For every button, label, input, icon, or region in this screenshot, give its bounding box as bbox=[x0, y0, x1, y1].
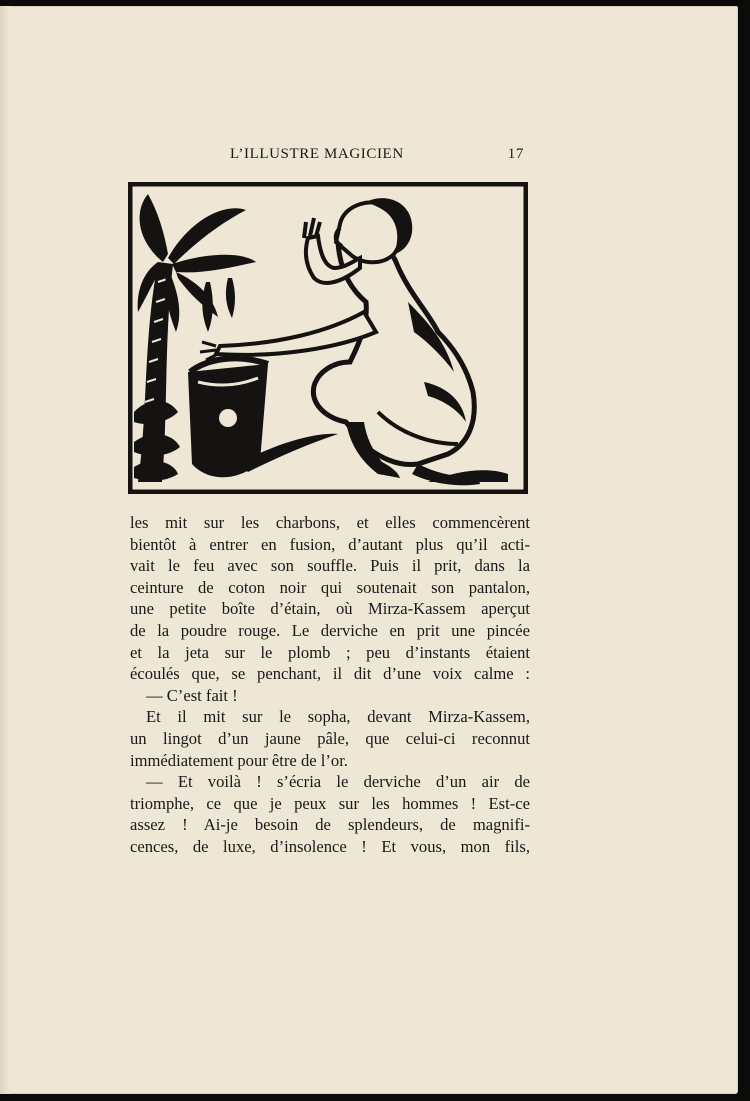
text-line: les mit sur les charbons, et elles commencèrent bbox=[130, 513, 530, 532]
text-line: et la jeta sur le plomb ; peu d’instants étaient bbox=[130, 642, 530, 662]
text-line: cences, de luxe, d’insolence ! Et vous, mon fils, bbox=[130, 836, 530, 856]
text-line: immédiatement pour être de l’or. bbox=[130, 750, 348, 770]
text-line: de la poudre rouge. Le derviche en prit une pincée bbox=[130, 620, 530, 640]
text-line: écoulés que, se penchant, il dit d’une voix calme : bbox=[130, 664, 530, 684]
text-line: — C’est fait ! bbox=[146, 685, 238, 705]
text-line: triomphe, ce que je peux sur les hommes ! Est-ce bbox=[130, 793, 530, 813]
text-line: assez ! Ai-je besoin de splendeurs, de magnifi- bbox=[130, 815, 530, 835]
running-head-title: L’ILLUSTRE MAGICIEN bbox=[230, 146, 404, 162]
text-line: Et il mit sur le sopha, devant Mirza-Kassem, bbox=[146, 707, 530, 727]
book-page bbox=[0, 6, 738, 1094]
text-line: bientôt à entrer en fusion, d’autant plus qu’il acti- bbox=[130, 534, 530, 554]
text-line: un lingot d’un jaune pâle, que celui-ci reconnut bbox=[130, 728, 530, 748]
text-line: vait le feu avec son souffle. Puis il prit, dans la bbox=[130, 556, 530, 576]
page-gutter-edge bbox=[0, 6, 10, 1094]
woodcut-illustration bbox=[128, 182, 528, 494]
page-number: 17 bbox=[507, 146, 524, 162]
text-line: ceinture de coton noir qui soutenait son pantalon, bbox=[130, 577, 530, 597]
text-line: une petite boîte d’étain, où Mirza-Kassem aperçut bbox=[130, 599, 530, 619]
body-text bbox=[130, 512, 530, 858]
text-line: — Et voilà ! s’écria le derviche d’un air de bbox=[146, 772, 530, 792]
